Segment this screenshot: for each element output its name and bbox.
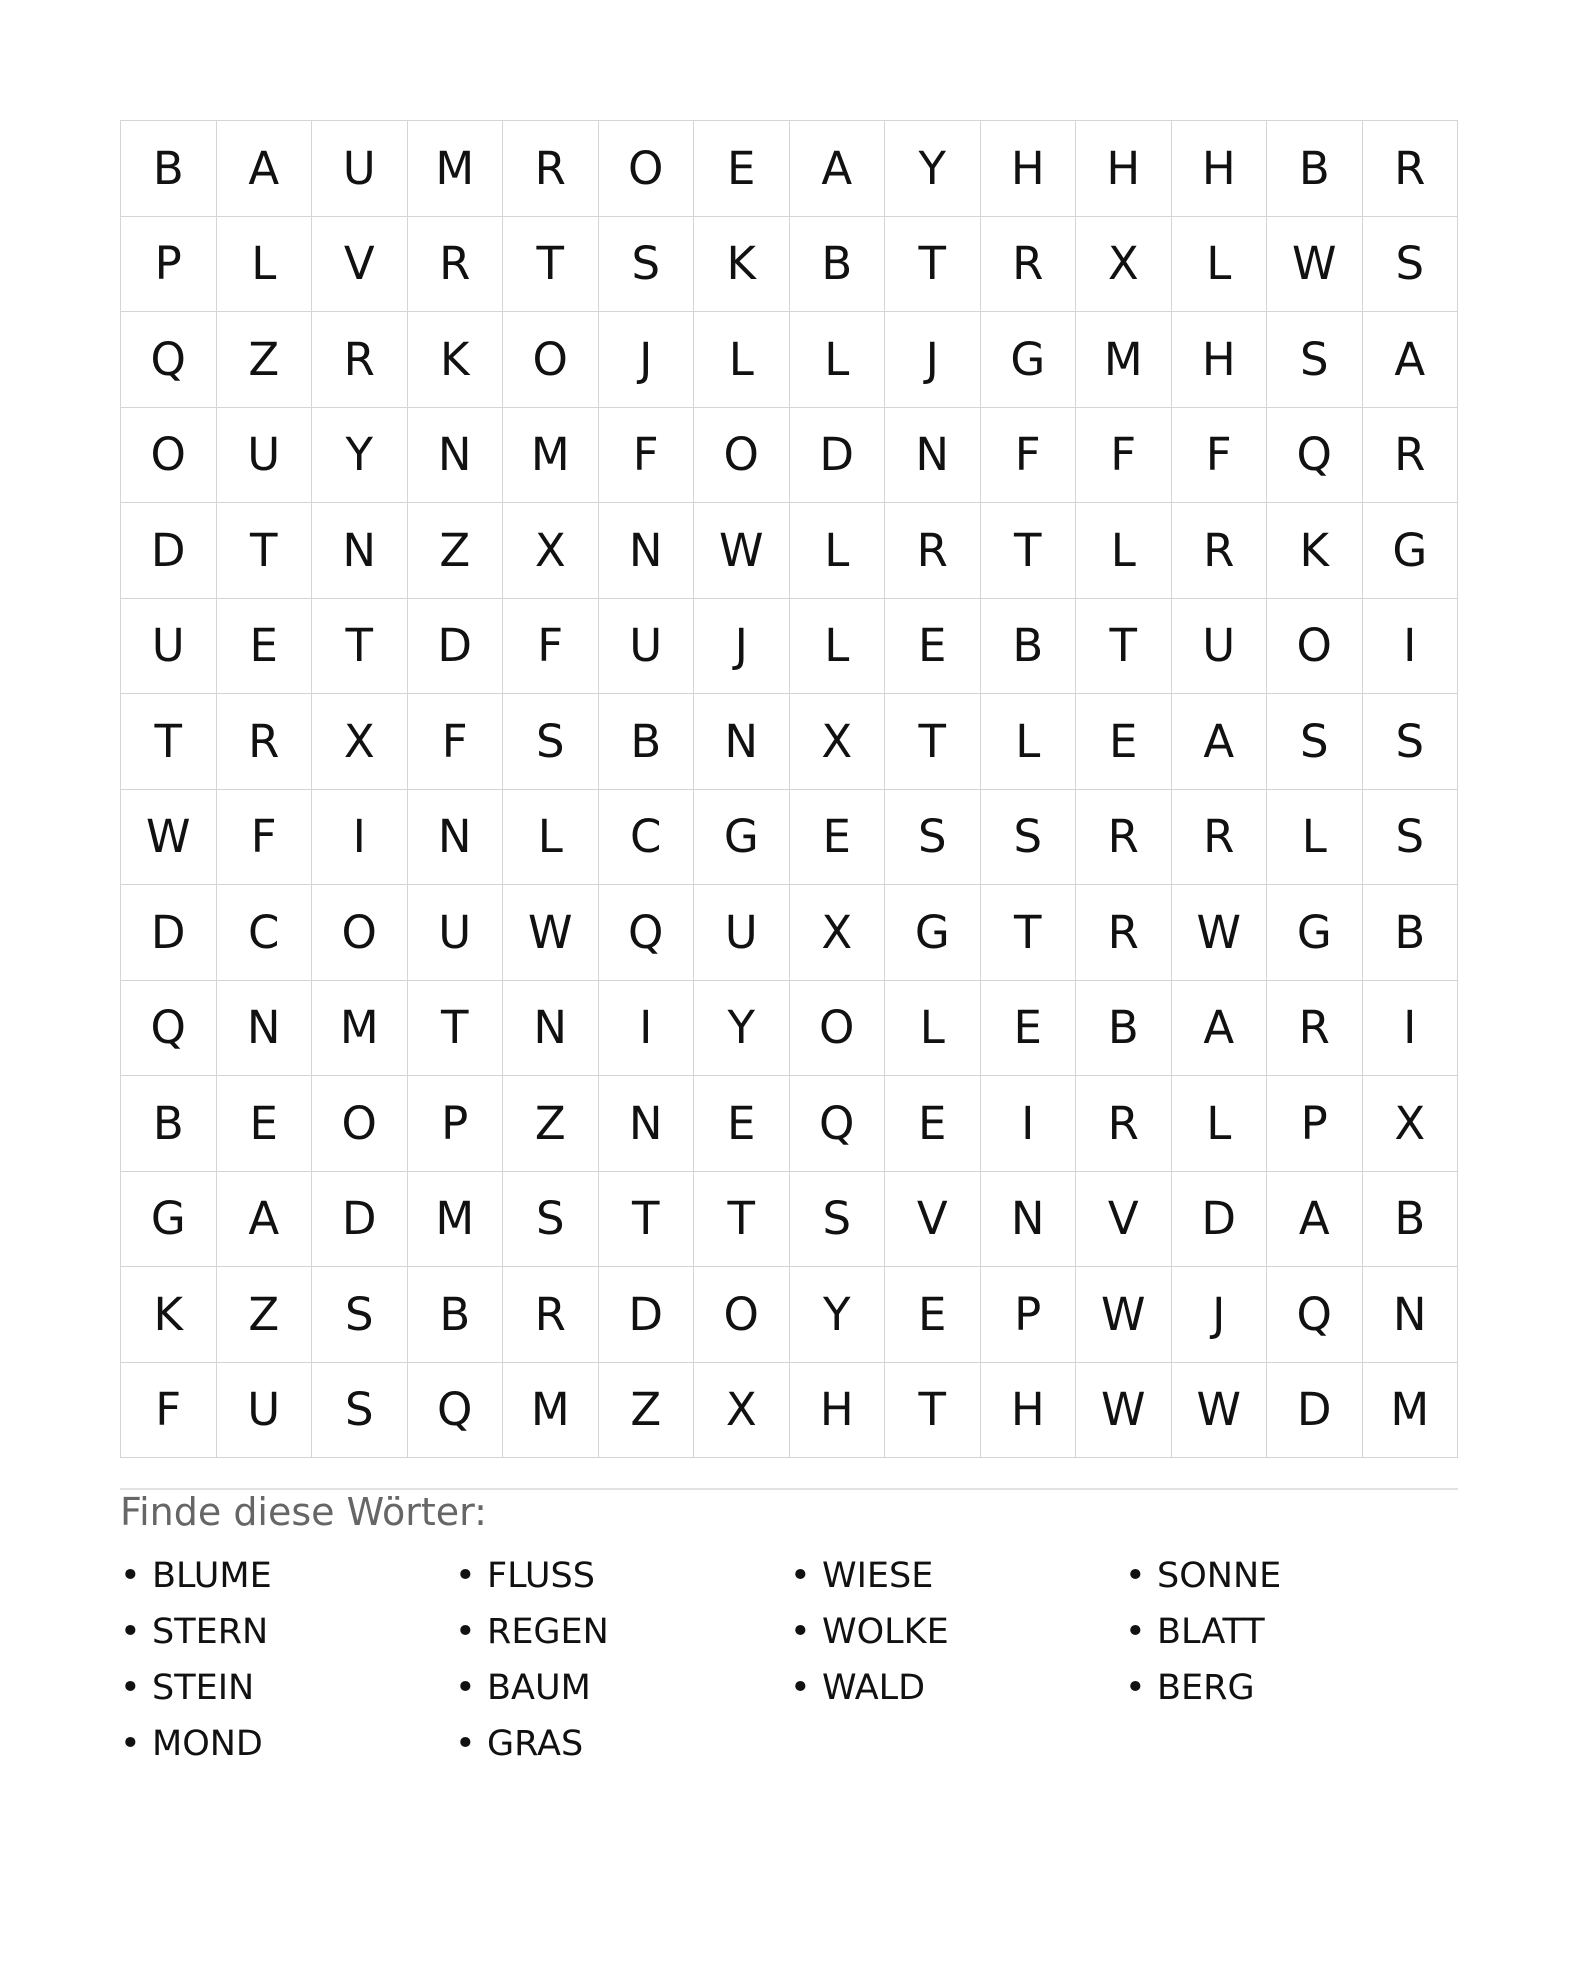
grid-cell[interactable]: S: [1363, 790, 1459, 886]
bullet-icon: •: [1125, 1668, 1146, 1708]
grid-cell[interactable]: U: [694, 885, 790, 981]
grid-cell[interactable]: O: [121, 408, 217, 504]
bullet-icon: •: [790, 1556, 811, 1596]
grid-cell[interactable]: W: [503, 885, 599, 981]
grid-cell[interactable]: L: [790, 599, 886, 695]
grid-cell[interactable]: H: [981, 121, 1077, 217]
grid-cell[interactable]: R: [1076, 1076, 1172, 1172]
grid-cell[interactable]: F: [981, 408, 1077, 504]
bullet-icon: •: [455, 1612, 476, 1652]
word-list-title: Finde diese Wörter:: [120, 1490, 487, 1534]
bullet-icon: •: [1125, 1556, 1146, 1596]
grid-cell[interactable]: R: [312, 312, 408, 408]
word-label: STERN: [152, 1612, 269, 1652]
grid-cell[interactable]: U: [408, 885, 504, 981]
grid-cell[interactable]: K: [1267, 503, 1363, 599]
grid-cell[interactable]: R: [1172, 503, 1268, 599]
grid-cell[interactable]: S: [1363, 694, 1459, 790]
grid-cell[interactable]: E: [981, 981, 1077, 1077]
grid-cell[interactable]: B: [599, 694, 695, 790]
grid-cell[interactable]: X: [790, 885, 886, 981]
bullet-icon: •: [120, 1724, 141, 1764]
grid-cell[interactable]: Z: [503, 1076, 599, 1172]
word-label: WALD: [822, 1668, 926, 1708]
grid-cell[interactable]: T: [121, 694, 217, 790]
grid-cell[interactable]: H: [1172, 312, 1268, 408]
grid-cell[interactable]: T: [885, 1363, 981, 1459]
grid-cell[interactable]: R: [217, 694, 313, 790]
word-label: GRAS: [487, 1724, 584, 1764]
grid-cell[interactable]: O: [503, 312, 599, 408]
grid-cell[interactable]: I: [981, 1076, 1077, 1172]
grid-cell[interactable]: V: [885, 1172, 981, 1268]
word-list-item: [455, 1548, 790, 1604]
grid-cell[interactable]: S: [1363, 217, 1459, 313]
grid-cell[interactable]: E: [694, 121, 790, 217]
grid-cell[interactable]: L: [981, 694, 1077, 790]
grid-cell[interactable]: L: [1076, 503, 1172, 599]
grid-cell[interactable]: S: [599, 217, 695, 313]
puzzle-grid: [120, 120, 1458, 1458]
grid-cell[interactable]: T: [503, 217, 599, 313]
grid-cell[interactable]: S: [790, 1172, 886, 1268]
grid-cell[interactable]: R: [1363, 408, 1459, 504]
grid-cell[interactable]: C: [599, 790, 695, 886]
grid-cell[interactable]: A: [790, 121, 886, 217]
grid-cell[interactable]: H: [1076, 121, 1172, 217]
grid-cell[interactable]: A: [217, 1172, 313, 1268]
grid-cell[interactable]: N: [408, 408, 504, 504]
grid-cell[interactable]: Y: [885, 121, 981, 217]
grid-cell[interactable]: Q: [408, 1363, 504, 1459]
grid-cell[interactable]: T: [885, 217, 981, 313]
grid-cell[interactable]: T: [312, 599, 408, 695]
grid-cell[interactable]: K: [408, 312, 504, 408]
grid-cell[interactable]: L: [503, 790, 599, 886]
word-label: BLATT: [1157, 1612, 1265, 1652]
word-label: WOLKE: [822, 1612, 949, 1652]
grid-cell[interactable]: S: [885, 790, 981, 886]
word-list-item: [120, 1716, 455, 1772]
grid-cell[interactable]: G: [121, 1172, 217, 1268]
bullet-icon: •: [790, 1668, 811, 1708]
grid-cell[interactable]: B: [1076, 981, 1172, 1077]
bullet-icon: •: [455, 1668, 476, 1708]
grid-cell[interactable]: N: [1363, 1267, 1459, 1363]
grid-cell[interactable]: G: [1363, 503, 1459, 599]
grid-cell[interactable]: T: [981, 885, 1077, 981]
grid-cell[interactable]: N: [694, 694, 790, 790]
grid-cell[interactable]: G: [981, 312, 1077, 408]
grid-cell[interactable]: E: [694, 1076, 790, 1172]
grid-cell[interactable]: S: [1267, 694, 1363, 790]
grid-cell[interactable]: A: [217, 121, 313, 217]
word-label: REGEN: [487, 1612, 609, 1652]
grid-cell[interactable]: T: [599, 1172, 695, 1268]
grid-cell[interactable]: H: [790, 1363, 886, 1459]
grid-cell[interactable]: L: [885, 981, 981, 1077]
grid-cell[interactable]: U: [217, 1363, 313, 1459]
grid-cell[interactable]: R: [503, 1267, 599, 1363]
grid-cell[interactable]: F: [217, 790, 313, 886]
grid-cell[interactable]: C: [217, 885, 313, 981]
grid-cell[interactable]: Q: [121, 312, 217, 408]
grid-cell[interactable]: F: [121, 1363, 217, 1459]
grid-cell[interactable]: N: [599, 1076, 695, 1172]
word-list-item: [455, 1660, 790, 1716]
grid-cell[interactable]: R: [408, 217, 504, 313]
grid-cell[interactable]: B: [121, 1076, 217, 1172]
bullet-icon: •: [455, 1724, 476, 1764]
grid-cell[interactable]: I: [1363, 981, 1459, 1077]
grid-cell[interactable]: J: [1172, 1267, 1268, 1363]
grid-cell[interactable]: B: [981, 599, 1077, 695]
grid-cell[interactable]: R: [503, 121, 599, 217]
grid-cell[interactable]: W: [1076, 1267, 1172, 1363]
grid-cell[interactable]: G: [1267, 885, 1363, 981]
grid-cell[interactable]: S: [1267, 312, 1363, 408]
grid-cell[interactable]: Y: [694, 981, 790, 1077]
bullet-icon: •: [120, 1668, 141, 1708]
word-list-item: [455, 1716, 790, 1772]
grid-cell[interactable]: R: [1076, 790, 1172, 886]
grid-cell[interactable]: H: [981, 1363, 1077, 1459]
grid-cell[interactable]: R: [981, 217, 1077, 313]
grid-cell[interactable]: B: [1363, 1172, 1459, 1268]
grid-cell[interactable]: H: [1172, 121, 1268, 217]
grid-cell[interactable]: T: [885, 694, 981, 790]
grid-cell[interactable]: G: [885, 885, 981, 981]
word-label: STEIN: [152, 1668, 255, 1708]
grid-cell[interactable]: O: [599, 121, 695, 217]
grid-cell[interactable]: Z: [217, 1267, 313, 1363]
word-list-item: [120, 1660, 455, 1716]
grid-cell[interactable]: N: [885, 408, 981, 504]
grid-cell[interactable]: N: [503, 981, 599, 1077]
grid-cell[interactable]: N: [312, 503, 408, 599]
grid-cell[interactable]: S: [503, 1172, 599, 1268]
grid-cell[interactable]: U: [599, 599, 695, 695]
grid-cell[interactable]: R: [1172, 790, 1268, 886]
word-list-item: [120, 1604, 455, 1660]
grid-cell[interactable]: M: [1363, 1363, 1459, 1459]
grid-cell[interactable]: D: [408, 599, 504, 695]
bullet-icon: •: [1125, 1612, 1146, 1652]
grid-cell[interactable]: M: [1076, 312, 1172, 408]
grid-cell[interactable]: Q: [790, 1076, 886, 1172]
grid-cell[interactable]: O: [694, 408, 790, 504]
grid-cell[interactable]: V: [1076, 1172, 1172, 1268]
grid-cell[interactable]: S: [312, 1267, 408, 1363]
grid-cell[interactable]: F: [1172, 408, 1268, 504]
word-list-item: [790, 1548, 1125, 1604]
grid-cell[interactable]: F: [503, 599, 599, 695]
grid-cell[interactable]: O: [312, 885, 408, 981]
grid-cell[interactable]: U: [121, 599, 217, 695]
grid-cell[interactable]: J: [885, 312, 981, 408]
grid-cell[interactable]: J: [694, 599, 790, 695]
grid-cell[interactable]: E: [885, 1267, 981, 1363]
grid-cell[interactable]: W: [1267, 217, 1363, 313]
word-list-item: [790, 1660, 1125, 1716]
grid-cell[interactable]: D: [1172, 1172, 1268, 1268]
grid-cell[interactable]: D: [312, 1172, 408, 1268]
word-list-item: [1125, 1604, 1460, 1660]
grid-cell[interactable]: M: [312, 981, 408, 1077]
grid-cell[interactable]: O: [694, 1267, 790, 1363]
grid-cell[interactable]: L: [1172, 1076, 1268, 1172]
bullet-icon: •: [790, 1612, 811, 1652]
grid-cell[interactable]: X: [694, 1363, 790, 1459]
grid-cell[interactable]: M: [408, 1172, 504, 1268]
word-list-item: [455, 1604, 790, 1660]
grid-cell[interactable]: N: [599, 503, 695, 599]
grid-cell[interactable]: L: [1172, 217, 1268, 313]
word-label: FLUSS: [487, 1556, 595, 1596]
grid-cell[interactable]: Q: [1267, 408, 1363, 504]
grid-cell[interactable]: P: [408, 1076, 504, 1172]
grid-cell[interactable]: N: [217, 981, 313, 1077]
grid-cell[interactable]: E: [885, 1076, 981, 1172]
grid-cell[interactable]: W: [121, 790, 217, 886]
grid-cell[interactable]: K: [694, 217, 790, 313]
grid-cell[interactable]: X: [1076, 217, 1172, 313]
grid-cell[interactable]: L: [694, 312, 790, 408]
grid-cell[interactable]: F: [408, 694, 504, 790]
grid-cell[interactable]: I: [1363, 599, 1459, 695]
grid-cell[interactable]: N: [408, 790, 504, 886]
grid-cell[interactable]: W: [694, 503, 790, 599]
grid-cell[interactable]: Z: [408, 503, 504, 599]
word-list: [120, 1548, 1460, 1772]
grid-cell[interactable]: T: [981, 503, 1077, 599]
grid-cell[interactable]: B: [408, 1267, 504, 1363]
grid-cell[interactable]: A: [1267, 1172, 1363, 1268]
grid-cell[interactable]: E: [217, 1076, 313, 1172]
word-label: WIESE: [822, 1556, 934, 1596]
bullet-icon: •: [120, 1612, 141, 1652]
grid-cell[interactable]: U: [312, 121, 408, 217]
word-list-item: [120, 1548, 455, 1604]
bullet-icon: •: [455, 1556, 476, 1596]
grid-cell[interactable]: L: [790, 503, 886, 599]
grid-cell[interactable]: W: [1172, 885, 1268, 981]
grid-cell[interactable]: S: [981, 790, 1077, 886]
word-list-item: [1125, 1660, 1460, 1716]
grid-cell[interactable]: Q: [121, 981, 217, 1077]
grid-cell[interactable]: U: [217, 408, 313, 504]
grid-cell[interactable]: T: [1076, 599, 1172, 695]
grid-cell[interactable]: T: [408, 981, 504, 1077]
grid-cell[interactable]: Z: [217, 312, 313, 408]
grid-cell[interactable]: I: [312, 790, 408, 886]
grid-cell[interactable]: B: [121, 121, 217, 217]
grid-cell[interactable]: B: [790, 217, 886, 313]
word-label: MOND: [152, 1724, 263, 1764]
grid-cell[interactable]: V: [312, 217, 408, 313]
grid-cell[interactable]: K: [121, 1267, 217, 1363]
grid-cell[interactable]: L: [1267, 790, 1363, 886]
grid-cell[interactable]: M: [503, 408, 599, 504]
grid-cell[interactable]: D: [121, 503, 217, 599]
grid-cell[interactable]: G: [694, 790, 790, 886]
grid-cell[interactable]: B: [1267, 121, 1363, 217]
grid-cell[interactable]: X: [312, 694, 408, 790]
grid-cell[interactable]: O: [312, 1076, 408, 1172]
grid-cell[interactable]: Y: [312, 408, 408, 504]
grid-cell[interactable]: P: [981, 1267, 1077, 1363]
grid-cell[interactable]: M: [503, 1363, 599, 1459]
word-list-item: [790, 1604, 1125, 1660]
grid-cell[interactable]: A: [1363, 312, 1459, 408]
grid-cell[interactable]: E: [1076, 694, 1172, 790]
grid-cell[interactable]: W: [1076, 1363, 1172, 1459]
grid-cell[interactable]: F: [1076, 408, 1172, 504]
word-label: BAUM: [487, 1668, 591, 1708]
grid-cell[interactable]: D: [599, 1267, 695, 1363]
word-list-item: [1125, 1548, 1460, 1604]
grid-cell[interactable]: E: [217, 599, 313, 695]
grid-cell[interactable]: P: [1267, 1076, 1363, 1172]
word-label: SONNE: [1157, 1556, 1282, 1596]
grid-cell[interactable]: Q: [1267, 1267, 1363, 1363]
grid-cell[interactable]: R: [1267, 981, 1363, 1077]
grid-cell[interactable]: A: [1172, 694, 1268, 790]
grid-cell[interactable]: D: [121, 885, 217, 981]
grid-cell[interactable]: I: [599, 981, 695, 1077]
grid-cell[interactable]: F: [599, 408, 695, 504]
grid-cell[interactable]: U: [1172, 599, 1268, 695]
bullet-icon: •: [120, 1556, 141, 1596]
word-label: BERG: [1157, 1668, 1255, 1708]
grid-cell[interactable]: L: [790, 312, 886, 408]
grid-cell[interactable]: R: [1363, 121, 1459, 217]
grid-cell[interactable]: D: [790, 408, 886, 504]
grid-cell[interactable]: J: [599, 312, 695, 408]
grid-cell[interactable]: O: [1267, 599, 1363, 695]
grid-cell[interactable]: N: [981, 1172, 1077, 1268]
grid-cell[interactable]: A: [1172, 981, 1268, 1077]
grid-cell[interactable]: X: [1363, 1076, 1459, 1172]
grid-cell[interactable]: W: [1172, 1363, 1268, 1459]
grid-cell[interactable]: S: [503, 694, 599, 790]
word-label: BLUME: [152, 1556, 272, 1596]
grid-cell[interactable]: O: [790, 981, 886, 1077]
grid-cell[interactable]: T: [217, 503, 313, 599]
grid-cell[interactable]: X: [790, 694, 886, 790]
grid-cell[interactable]: R: [885, 503, 981, 599]
grid-cell[interactable]: Z: [599, 1363, 695, 1459]
grid-cell[interactable]: E: [790, 790, 886, 886]
grid-cell[interactable]: Y: [790, 1267, 886, 1363]
grid-cell[interactable]: L: [217, 217, 313, 313]
grid-cell[interactable]: B: [1363, 885, 1459, 981]
grid-cell[interactable]: S: [312, 1363, 408, 1459]
grid-cell[interactable]: D: [1267, 1363, 1363, 1459]
grid-cell[interactable]: M: [408, 121, 504, 217]
grid-cell[interactable]: Q: [599, 885, 695, 981]
grid-cell[interactable]: R: [1076, 885, 1172, 981]
grid-cell[interactable]: X: [503, 503, 599, 599]
grid-cell[interactable]: T: [694, 1172, 790, 1268]
grid-cell[interactable]: P: [121, 217, 217, 313]
grid-cell[interactable]: E: [885, 599, 981, 695]
